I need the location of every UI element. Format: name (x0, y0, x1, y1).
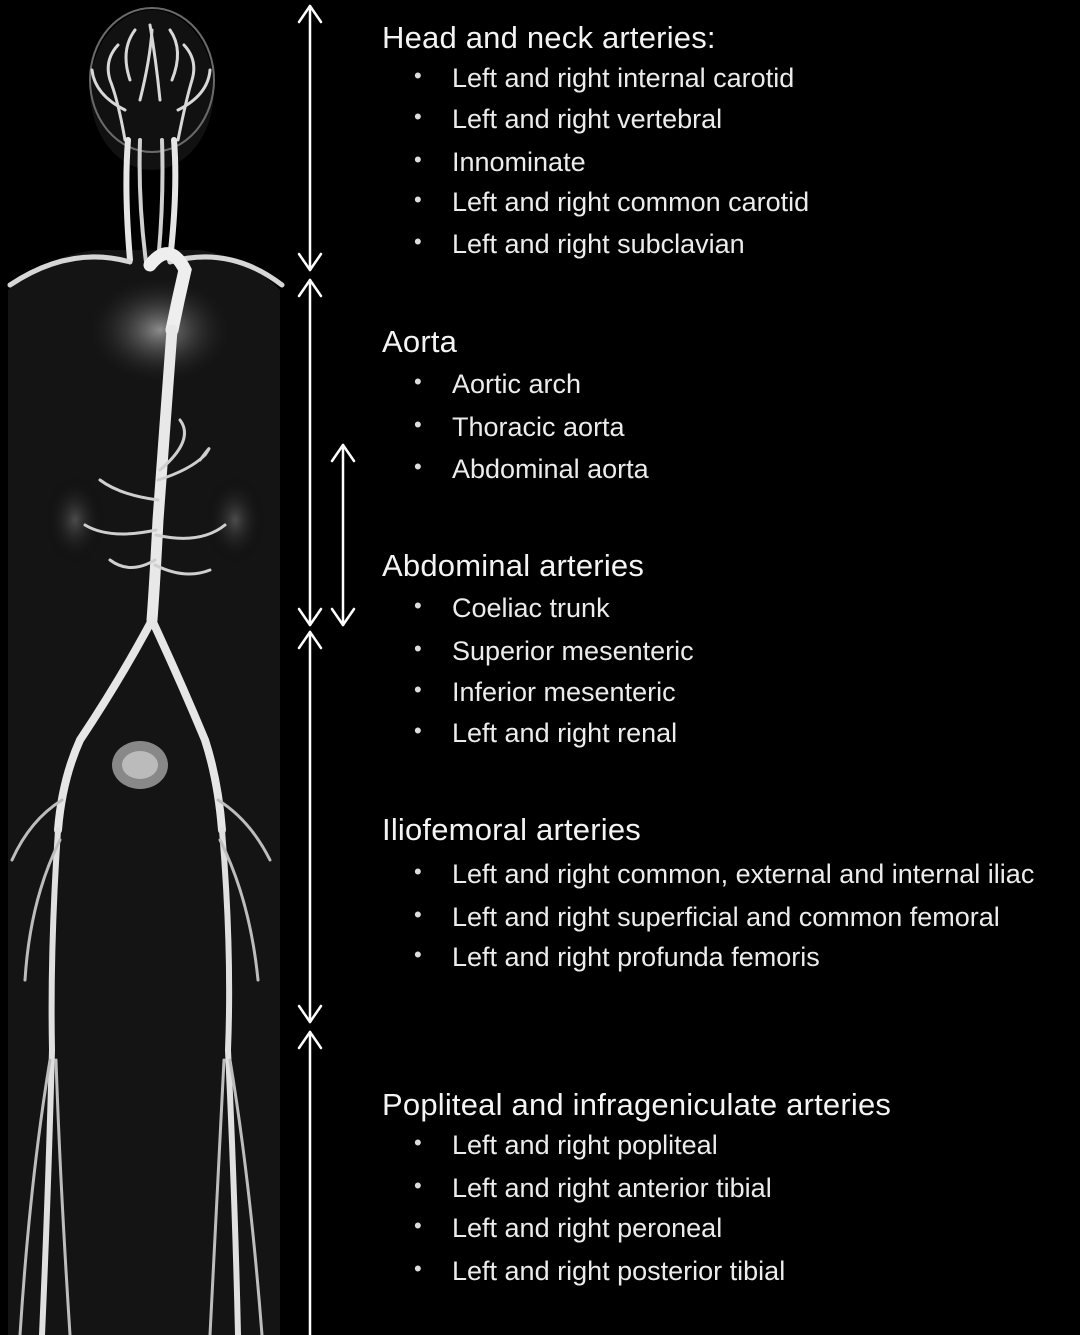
list-item: • Innominate (382, 149, 1072, 176)
list-item: • Coeliac trunk (382, 595, 1072, 622)
section-title: Popliteal and infrageniculate arteries (382, 1087, 892, 1122)
whole-body-angiogram-image (0, 0, 290, 1335)
list-item: • Left and right common carotid (382, 189, 1072, 216)
artery-list (382, 371, 1072, 483)
section-title: Abdominal arteries (382, 548, 645, 583)
artery-list (382, 1132, 1072, 1285)
list-item: • Left and right peroneal (382, 1215, 1072, 1242)
list-item: • Left and right superficial and common femoral (382, 904, 1072, 931)
artery-list (382, 861, 1072, 971)
section-aorta (382, 326, 1072, 483)
region-range-arrows (285, 0, 375, 1335)
section-popliteal (382, 1089, 1072, 1285)
section-iliofemoral (382, 814, 1072, 971)
artery-list (382, 595, 1072, 747)
section-title: Head and neck arteries: (382, 20, 716, 55)
list-item: • Superior mesenteric (382, 638, 1072, 665)
section-title: Aorta (382, 324, 458, 359)
list-item: • Abdominal aorta (382, 456, 1072, 483)
list-item: • Left and right profunda femoris (382, 944, 1072, 971)
list-item: • Aortic arch (382, 371, 1072, 398)
list-item: • Left and right renal (382, 720, 1072, 747)
list-item: • Left and right internal carotid (382, 65, 1072, 92)
section-title: Iliofemoral arteries (382, 812, 641, 847)
list-item: • Left and right popliteal (382, 1132, 1072, 1159)
list-item: • Inferior mesenteric (382, 679, 1072, 706)
list-item: • Left and right anterior tibial (382, 1175, 1072, 1202)
section-head-and-neck (382, 22, 1072, 258)
list-item: • Left and right common, external and internal iliac (382, 861, 1072, 888)
artery-list (382, 65, 1072, 258)
list-item: • Left and right posterior tibial (382, 1258, 1072, 1285)
list-item: • Left and right vertebral (382, 106, 1072, 133)
list-item: • Left and right subclavian (382, 231, 1072, 258)
list-item: • Thoracic aorta (382, 414, 1072, 441)
section-abdominal (382, 550, 1072, 747)
